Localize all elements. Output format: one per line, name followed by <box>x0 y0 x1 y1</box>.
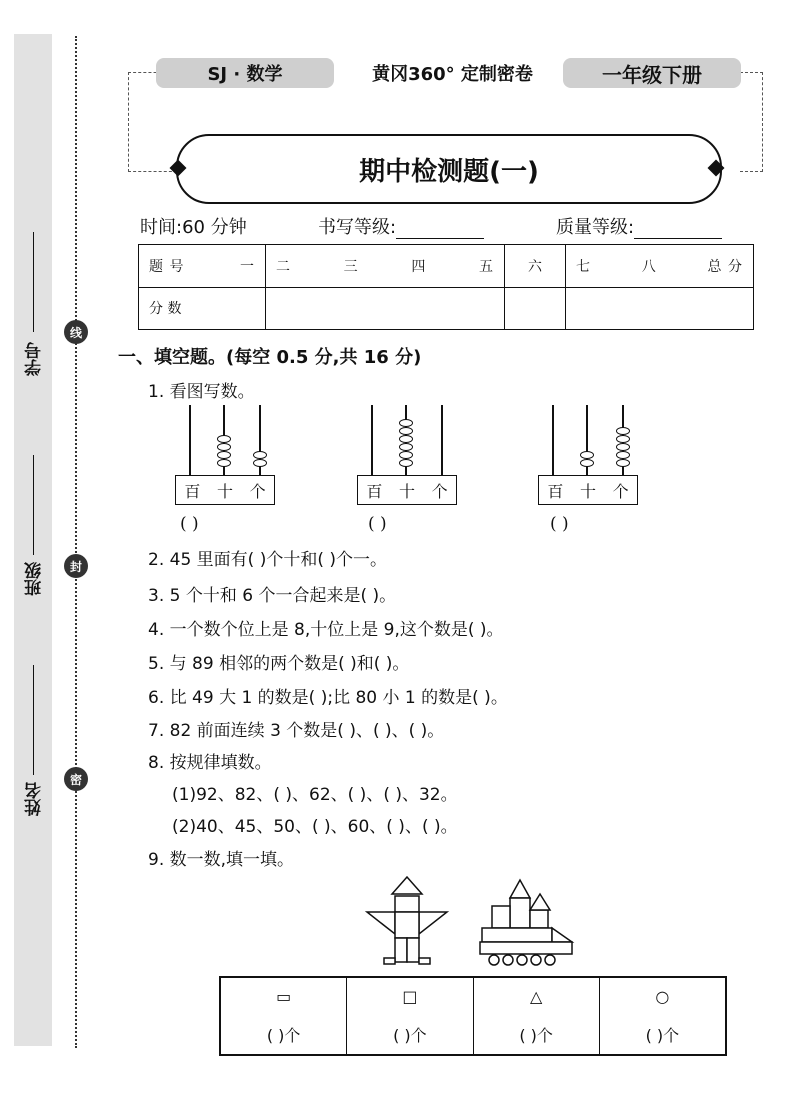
abacus-label-tens: 十 <box>217 481 234 501</box>
class-blank[interactable] <box>33 455 34 555</box>
abacus-rod-hundreds <box>552 405 554 475</box>
abacus-bead-tens <box>399 435 413 443</box>
abacus-bead-tens <box>580 451 594 459</box>
robot-right-wing <box>419 912 447 934</box>
score-header-q6-cell <box>505 245 566 288</box>
abacus-bead-ones <box>616 443 630 451</box>
train-wheel-2 <box>503 955 513 965</box>
triangle-icon: △ <box>529 986 543 1006</box>
question-2: 2. 45 里面有( )个十和( )个一。 <box>148 550 387 570</box>
train-window-right <box>530 910 548 928</box>
circle-count-answer[interactable]: ( )个 <box>645 1025 680 1045</box>
quality-grade-blank[interactable] <box>634 238 722 239</box>
page-title: 期中检测题(一) <box>176 134 722 204</box>
abacus-bead-tens <box>217 435 231 443</box>
seal-mark: 封 <box>64 554 88 578</box>
shapes-figure <box>362 872 582 972</box>
subject-badge: SJ · 数学 <box>156 58 334 88</box>
secret-mark: 密 <box>64 767 88 791</box>
robot-figure <box>367 877 447 964</box>
train-tower <box>510 898 530 928</box>
abacus-bead-ones <box>253 459 267 467</box>
student-id-label: 学号 <box>25 342 45 376</box>
score-header-q3: 三 <box>343 258 359 275</box>
writing-grade-blank[interactable] <box>396 238 484 239</box>
score-header-q1: 一 <box>240 258 255 275</box>
abacus-1 <box>175 405 275 505</box>
time-info: 时间:60 分钟 <box>140 217 247 238</box>
line-mark: 线 <box>64 320 88 344</box>
section-heading: 一、填空题。(每空 0.5 分,共 16 分) <box>118 347 422 368</box>
robot-body <box>395 912 419 938</box>
question-6: 6. 比 49 大 1 的数是( );比 80 小 1 的数是( )。 <box>148 688 508 708</box>
abacus-base <box>357 475 457 505</box>
rectangle-count-answer[interactable]: ( )个 <box>266 1025 301 1045</box>
question-8-part-1: (1)92、82、( )、62、( )、( )、32。 <box>172 785 458 805</box>
score-table-header-row <box>139 245 754 288</box>
abacus-bead-tens <box>399 427 413 435</box>
shape-col-circle <box>600 978 725 1054</box>
abacus-rod-hundreds <box>189 405 191 475</box>
score-cell-q7-total[interactable] <box>566 287 754 330</box>
score-header-q2: 二 <box>276 258 291 275</box>
score-header-total: 总 分 <box>707 258 743 275</box>
abacus-label-tens: 十 <box>580 481 597 501</box>
abacus-bead-ones <box>616 427 630 435</box>
shape-col-square <box>347 978 473 1054</box>
abacus-bead-tens <box>399 451 413 459</box>
abacus-bead-ones <box>616 451 630 459</box>
score-cell-q2-5[interactable] <box>266 287 505 330</box>
abacus-bead-ones <box>616 435 630 443</box>
train-tower-top <box>510 880 530 898</box>
question-1: 1. 看图写数。 <box>148 382 255 402</box>
train-window-left <box>492 906 510 928</box>
question-9: 9. 数一数,填一填。 <box>148 850 295 870</box>
score-header-label-cell <box>139 245 266 288</box>
abacus-base <box>175 475 275 505</box>
train-nose <box>552 928 572 942</box>
writing-grade-field[interactable] <box>318 213 484 239</box>
shape-col-rectangle <box>221 978 347 1054</box>
train-car-upper <box>482 928 552 942</box>
quality-grade-label: 质量等级: <box>556 217 635 238</box>
score-cell-q6[interactable] <box>505 287 566 330</box>
abacus-bead-ones <box>616 459 630 467</box>
abacus-label-tens: 十 <box>399 481 416 501</box>
abacus-label-hundreds: 百 <box>547 481 564 501</box>
score-row-label-cell <box>139 287 266 330</box>
score-header-q6: 六 <box>528 258 542 275</box>
abacus-bead-tens <box>399 459 413 467</box>
score-table <box>138 244 754 330</box>
tear-dotted-line <box>75 36 77 1048</box>
student-id-blank[interactable] <box>33 232 34 332</box>
abacus-bead-tens <box>399 419 413 427</box>
question-5: 5. 与 89 相邻的两个数是( )和( )。 <box>148 654 410 674</box>
robot-head-triangle <box>392 877 422 894</box>
score-header-q2-5-cell <box>266 245 505 288</box>
abacus-label-ones: 个 <box>612 481 629 501</box>
class-label: 班级 <box>25 562 45 596</box>
abacus-label-ones: 个 <box>431 481 448 501</box>
score-header-q5: 五 <box>478 258 494 275</box>
abacus-rod-hundreds <box>371 405 373 475</box>
abacus-bead-ones <box>253 451 267 459</box>
grade-badge: 一年级下册 <box>563 58 741 88</box>
question-7: 7. 82 前面连续 3 个数是( )、( )、( )。 <box>148 721 445 741</box>
answer-paren-abacus-1[interactable]: ( ) <box>180 514 199 534</box>
train-car-lower <box>480 942 572 954</box>
train-roof-right <box>530 894 550 910</box>
train-wheel-5 <box>545 955 555 965</box>
train-wheel-3 <box>517 955 527 965</box>
score-header-q7-total-cell <box>566 245 754 288</box>
question-4: 4. 一个数个位上是 8,十位上是 9,这个数是( )。 <box>148 620 504 640</box>
abacus-label-ones: 个 <box>249 481 266 501</box>
answer-paren-abacus-2[interactable]: ( ) <box>368 514 387 534</box>
question-8: 8. 按规律填数。 <box>148 753 272 773</box>
score-table-score-row <box>139 287 754 330</box>
score-header-q4: 四 <box>411 258 427 275</box>
question-8-part-2: (2)40、45、50、( )、60、( )、( )。 <box>172 817 458 837</box>
score-header-q7: 七 <box>576 258 591 275</box>
train-wheel-4 <box>531 955 541 965</box>
name-label: 姓名 <box>25 782 45 816</box>
score-row-label: 分 数 <box>149 301 182 318</box>
abacus-bead-tens <box>580 459 594 467</box>
score-header-label: 题 号 <box>149 258 185 275</box>
rectangle-icon: ▭ <box>276 986 292 1006</box>
abacus-base <box>538 475 638 505</box>
question-3: 3. 5 个十和 6 个一合起来是( )。 <box>148 586 397 606</box>
abacus-label-hundreds: 百 <box>366 481 383 501</box>
robot-left-leg <box>395 938 407 962</box>
robot-left-foot <box>384 958 395 964</box>
name-blank[interactable] <box>33 665 34 775</box>
abacus-3 <box>538 405 638 505</box>
writing-grade-label: 书写等级: <box>318 217 397 238</box>
robot-right-leg <box>407 938 419 962</box>
abacus-bead-tens <box>399 443 413 451</box>
abacus-rod-ones <box>441 405 443 475</box>
quality-grade-field[interactable] <box>556 213 722 239</box>
brand-text: 黄冈360° 定制密卷 <box>372 64 533 85</box>
abacus-label-hundreds: 百 <box>184 481 201 501</box>
square-icon: □ <box>402 986 418 1006</box>
robot-left-wing <box>367 912 395 934</box>
robot-right-foot <box>419 958 430 964</box>
abacus-bead-tens <box>217 451 231 459</box>
shape-col-triangle <box>474 978 600 1054</box>
abacus-2 <box>357 405 457 505</box>
score-header-q8: 八 <box>641 258 657 275</box>
triangle-count-answer[interactable]: ( )个 <box>519 1025 553 1045</box>
circle-icon: ○ <box>655 986 670 1006</box>
train-figure <box>480 880 572 965</box>
abacus-bead-tens <box>217 459 231 467</box>
train-wheel-1 <box>489 955 499 965</box>
shape-count-table <box>219 976 727 1056</box>
square-count-answer[interactable]: ( )个 <box>393 1025 427 1045</box>
header-connector-right <box>740 72 763 172</box>
robot-head-square <box>395 896 419 912</box>
abacus-bead-tens <box>217 443 231 451</box>
answer-paren-abacus-3[interactable]: ( ) <box>550 514 569 534</box>
